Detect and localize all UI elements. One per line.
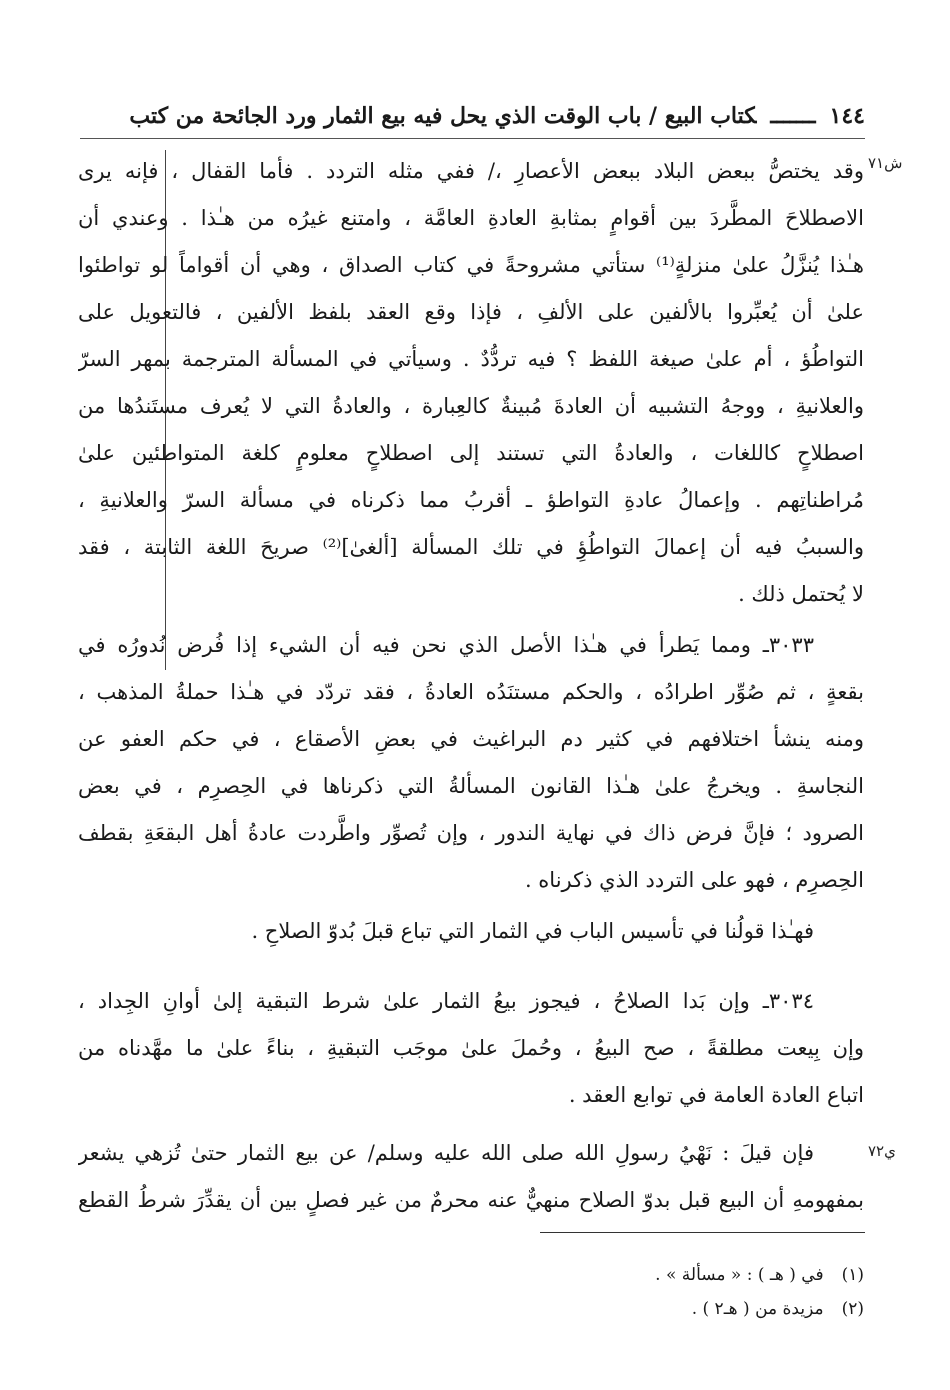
footnote-text: في ( هـ ) : « مسألة » . bbox=[655, 1265, 824, 1285]
text-line: ٣٠٣٣ـ ومما يَطرأ في هـٰذا الأصل الذي نحن فيه أن الشيء إذا فُرض نُدورُه في bbox=[78, 633, 814, 657]
text-line: فهـٰذا قولُنا في تأسيس الباب في الثمار التي تباع قبلَ بُدوّ الصلاحِ . bbox=[251, 919, 814, 943]
running-header bbox=[80, 96, 865, 136]
footnote-text: مزيدة من ( هـ٢ ) . bbox=[691, 1299, 824, 1319]
text-line: ٣٠٣٤ـ وإن بَدا الصلاحُ ، فيجوز بيعُ الثمار علىٰ شرط التبقية إلىٰ أوانِ الجِداد ، bbox=[78, 989, 814, 1013]
text-line: وإن بِيعت مطلقةً ، صح البيعُ ، وحُملَ علىٰ موجَب التبقيةِ ، بناءً علىٰ ما مهَّدناه من bbox=[78, 1036, 864, 1060]
text-line: اتباع العادة العامة في توابع العقد . bbox=[568, 1083, 864, 1107]
text-line: علىٰ أن يُعبِّروا بالألفين على الألفِ ، فإذا وقع العقد بلفظ الألفين ، فالتعويل على bbox=[78, 300, 864, 324]
margin-note-manuscript-2: ي٧٢ bbox=[868, 1142, 896, 1160]
text-line: والسببُ فيه أن إعمالَ التواطُؤِ في تلك المسألة [ألغىٰ]⁽²⁾ صريحَ اللغة الثابتة ، فقد bbox=[78, 535, 864, 559]
text-line: فإن قيلَ : نَهْيُ رسولِ الله صلى الله عليه وسلم/ عن بيع الثمار حتىٰ تُزهي يشعر bbox=[78, 1141, 814, 1165]
footnotes bbox=[480, 1258, 864, 1326]
text-line: لا يُحتمل ذلك . bbox=[738, 582, 864, 606]
footnote-rule bbox=[540, 1232, 865, 1233]
header-rule bbox=[80, 138, 865, 139]
text-line: هـٰذا يُنزَّلُ علىٰ منزلةٍ⁽¹⁾ ستأتي مشروحةً في كتاب الصداق ، وهي أن أقواماً لو تواطئوا bbox=[78, 253, 864, 277]
text-line: بمفهومهِ أن البيع قبل بدوّ الصلاح منهيٌّ عنه محرمٌ من غير فصلٍ بين أن يقدِّرَ شرطُ القطع bbox=[78, 1188, 864, 1212]
paragraph-1 bbox=[78, 148, 864, 618]
text-line: ومنه ينشأ اختلافهم في كثير دم البراغيث في بعضِ الأصقاع ، في حكم العفو عن bbox=[78, 727, 864, 751]
text-line: التواطُؤ ، أم علىٰ صيغة اللفظ ؟ فيه تردُّدٌ . وسيأتي في المسألة المترجمة بمهر السرّ bbox=[78, 347, 864, 371]
text-line: والعلانيةِ ، ووجهُ التشبيه أن العادةَ مُبينةٌ كالعِبارة ، والعادةُ التي لا يُعرف مستَندُها من bbox=[78, 394, 864, 418]
footnote bbox=[480, 1258, 864, 1292]
paragraph-3033 bbox=[78, 622, 864, 904]
text-line: الصرود ؛ فإنَّ فرض ذاك في نهاية الندور ، وإن تُصوِّر واطَّردت عادةُ أهل البقعَةِ بقطف bbox=[78, 821, 864, 845]
text-line: وقد يختصُّ ببعض البلاد ببعض الأعصارِ ،/ ففي مثله التردد . فأما القفال ، فإنه يرى bbox=[78, 159, 864, 183]
header-dash: ـــــــ bbox=[770, 103, 816, 129]
text-line: الاصطلاحَ المطَّردَ بين أقوامٍ بمثابةِ العادةِ العامَّة ، وامتنع غيرُه من هـٰذا . وعندي أن bbox=[78, 206, 864, 230]
header-title: كتاب البيع / باب الوقت الذي يحل فيه بيع الثمار ورد الجائحة من كتب bbox=[129, 103, 757, 129]
text-line: مُراطناتِهم . وإعمالُ عادةِ التواطؤ ـ أقربُ مما ذكرناه في مسألة السرّ والعلانيةِ ، bbox=[78, 488, 864, 512]
page-number: ١٤٤ bbox=[829, 103, 865, 129]
paragraph-3034 bbox=[78, 978, 864, 1119]
text-line: الحِصرِم ، فهو على التردد الذي ذكرناه . bbox=[524, 868, 864, 892]
paragraph-objection bbox=[78, 1130, 864, 1224]
footnote-number: (١) bbox=[841, 1265, 864, 1285]
text-line: بقعةٍ ، ثم صُوِّر اطرادُه ، والحكم مستنَدُه العادةُ ، فقد تردّد في هـٰذا حملةُ المذهب ، bbox=[78, 680, 864, 704]
footnote-number: (٢) bbox=[841, 1299, 864, 1319]
footnote bbox=[480, 1292, 864, 1326]
margin-note-manuscript-1: ش٧١ bbox=[868, 154, 903, 172]
text-line: النجاسةِ . ويخرجُ علىٰ هـٰذا القانون المسألةُ التي ذكرناها في الحِصرِم ، في بعض bbox=[78, 774, 864, 798]
paragraph-summary bbox=[78, 908, 864, 955]
text-line: اصطلاحٍ كاللغات ، والعادةُ التي تستند إلى اصطلاحٍ معلومٍ كلغة المتواطئين علىٰ bbox=[78, 441, 864, 465]
